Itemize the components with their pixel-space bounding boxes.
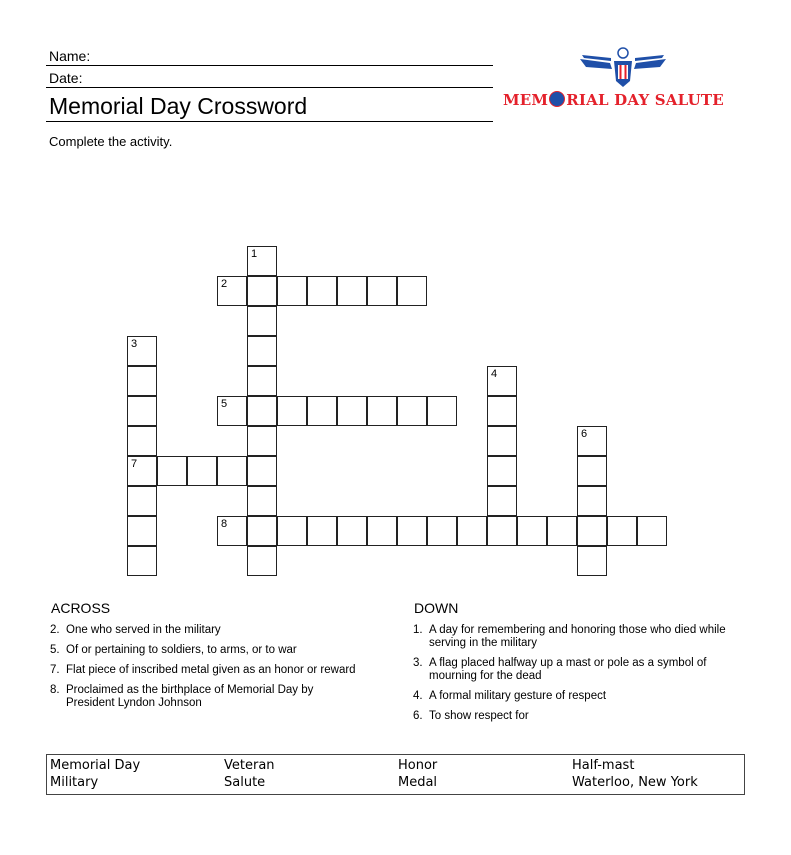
crossword-cell[interactable] <box>487 516 517 546</box>
crossword-cell[interactable] <box>247 516 277 546</box>
crossword-cell[interactable] <box>487 486 517 516</box>
crossword-cell[interactable] <box>277 516 307 546</box>
crossword-cell[interactable] <box>577 546 607 576</box>
crossword-cell[interactable] <box>157 456 187 486</box>
title-underline <box>46 121 493 122</box>
crossword-cell[interactable] <box>127 546 157 576</box>
crossword-cell[interactable] <box>247 486 277 516</box>
date-label: Date: <box>49 70 83 86</box>
page-title: Memorial Day Crossword <box>49 93 308 119</box>
crossword-cell[interactable] <box>247 306 277 336</box>
down-clues <box>413 624 748 730</box>
crossword-cell[interactable] <box>217 516 247 546</box>
crossword-cell[interactable] <box>217 456 247 486</box>
across-clue: 7. Flat piece of inscribed metal given as an honor or reward <box>50 664 356 676</box>
word-bank-item: Medal <box>398 775 438 790</box>
name-label: Name: <box>49 48 91 64</box>
crossword-cell[interactable] <box>427 516 457 546</box>
word-bank-item: Salute <box>224 775 266 790</box>
crossword-cell[interactable] <box>247 276 277 306</box>
crossword-cell[interactable] <box>487 396 517 426</box>
crossword-cell[interactable] <box>127 516 157 546</box>
crossword-cell[interactable] <box>487 456 517 486</box>
crossword-cell[interactable] <box>337 396 367 426</box>
crossword-cell[interactable] <box>247 426 277 456</box>
memorial-day-salute-logo <box>503 45 745 113</box>
crossword-cell[interactable] <box>397 396 427 426</box>
crossword-cell[interactable] <box>277 396 307 426</box>
crossword-cell[interactable] <box>217 396 247 426</box>
crossword-cell[interactable] <box>127 486 157 516</box>
clue-number: 3 <box>131 338 138 350</box>
across-clues <box>50 624 360 717</box>
crossword-cell[interactable] <box>397 276 427 306</box>
crossword-cell[interactable] <box>517 516 547 546</box>
crossword-cell[interactable] <box>367 396 397 426</box>
crossword-cell[interactable] <box>397 516 427 546</box>
clue-number: 4 <box>491 368 498 380</box>
crossword-cell[interactable] <box>607 516 637 546</box>
crossword-cell[interactable] <box>427 396 457 426</box>
crossword-cell[interactable] <box>247 396 277 426</box>
crossword-cell[interactable] <box>367 516 397 546</box>
crossword-cell[interactable] <box>337 276 367 306</box>
crossword-cell[interactable] <box>307 396 337 426</box>
crossword-cell[interactable] <box>547 516 577 546</box>
word-bank-item: Waterloo, New York <box>572 775 698 790</box>
crossword-cell[interactable] <box>277 276 307 306</box>
crossword-cell[interactable] <box>577 426 607 456</box>
down-clue: 6. To show respect for <box>413 710 529 722</box>
word-bank-item: Military <box>50 775 99 790</box>
crossword-cell[interactable] <box>637 516 667 546</box>
across-clue: 8. Proclaimed as the birthplace of Memorial Day by President Lyndon Johnson <box>50 684 314 709</box>
clue-number: 7 <box>131 458 138 470</box>
crossword-cell[interactable] <box>127 456 157 486</box>
crossword-cell[interactable] <box>247 546 277 576</box>
clue-number: 6 <box>581 428 588 440</box>
crossword-cell[interactable] <box>127 396 157 426</box>
crossword-cell[interactable] <box>127 336 157 366</box>
instructions: Complete the activity. <box>49 134 173 149</box>
eagle-icon <box>578 45 668 89</box>
crossword-cell[interactable] <box>457 516 487 546</box>
word-bank-item: Veteran <box>224 758 275 773</box>
crossword-cell[interactable] <box>127 426 157 456</box>
crossword-cell[interactable] <box>247 246 277 276</box>
seal-icon <box>549 91 565 107</box>
clue-number: 5 <box>221 398 228 410</box>
logo-text: MEM RIAL DAY SALUTE <box>503 91 724 109</box>
crossword-cell[interactable] <box>577 516 607 546</box>
down-clue: 4. A formal military gesture of respect <box>413 690 607 702</box>
down-clue: 1. A day for remembering and honoring those who died while serving in the military <box>413 624 726 649</box>
clue-number: 1 <box>251 248 258 260</box>
crossword-cell[interactable] <box>247 456 277 486</box>
crossword-cell[interactable] <box>247 366 277 396</box>
crossword-cell[interactable] <box>487 366 517 396</box>
date-line[interactable] <box>46 87 493 88</box>
word-bank <box>46 754 745 795</box>
down-heading: DOWN <box>414 600 459 616</box>
crossword-cell[interactable] <box>577 456 607 486</box>
word-bank-item: Memorial Day <box>50 758 141 773</box>
crossword-cell[interactable] <box>187 456 217 486</box>
across-clue: 5. Of or pertaining to soldiers, to arms, or to war <box>50 644 297 656</box>
word-bank-item: Half-mast <box>572 758 635 773</box>
crossword-cell[interactable] <box>307 276 337 306</box>
crossword-cell[interactable] <box>487 426 517 456</box>
down-clue: 3. A flag placed halfway up a mast or pole as a symbol of mourning for the dead <box>413 657 707 682</box>
word-bank-item: Honor <box>398 758 438 773</box>
crossword-cell[interactable] <box>247 336 277 366</box>
crossword-cell[interactable] <box>307 516 337 546</box>
crossword-cell[interactable] <box>577 486 607 516</box>
across-heading: ACROSS <box>51 600 111 616</box>
crossword-cell[interactable] <box>127 366 157 396</box>
clue-number: 8 <box>221 518 228 530</box>
across-clue: 2. One who served in the military <box>50 624 221 636</box>
clue-number: 2 <box>221 278 228 290</box>
crossword-cell[interactable] <box>367 276 397 306</box>
name-line[interactable] <box>46 65 493 66</box>
crossword-cell[interactable] <box>337 516 367 546</box>
crossword-cell[interactable] <box>217 276 247 306</box>
